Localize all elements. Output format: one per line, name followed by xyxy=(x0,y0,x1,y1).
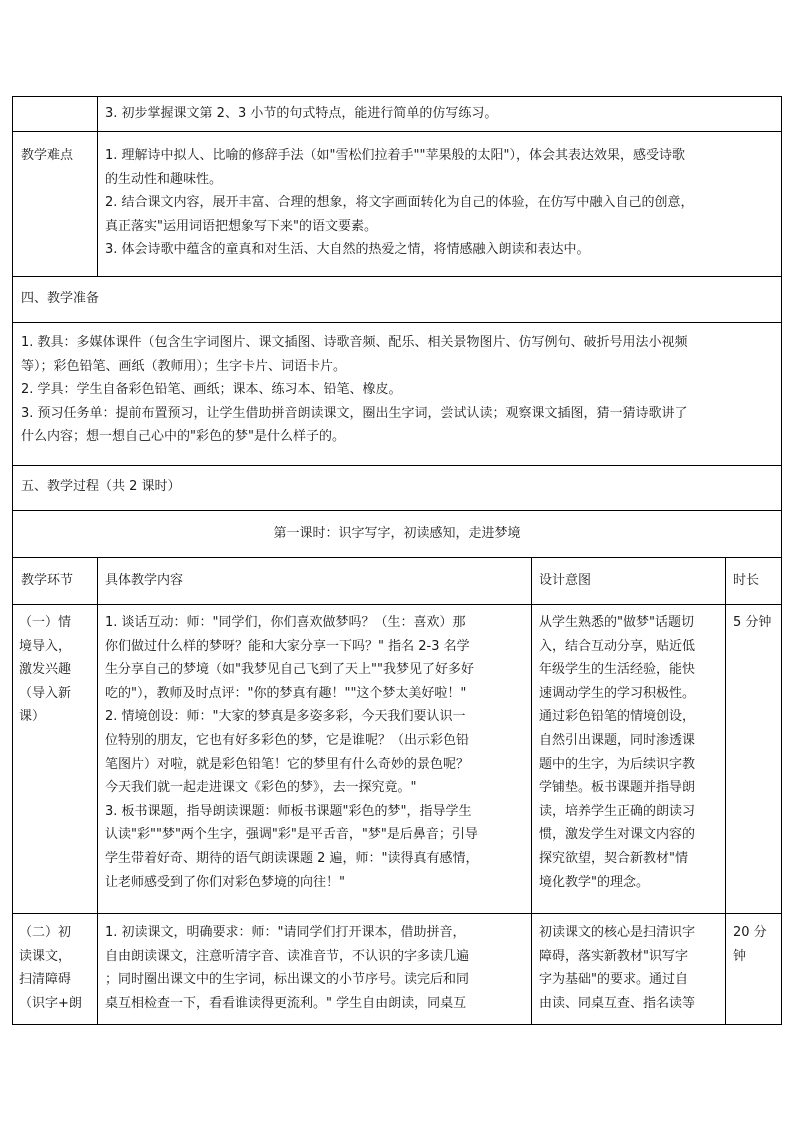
intent-line: 学铺垫。板书课题并指导朗 xyxy=(539,780,696,796)
intent-line: 境化教学"的理念。 xyxy=(539,874,649,890)
content-line: 让老师感受到了你们对彩色梦境的向往！" xyxy=(105,874,345,890)
lesson-title: 第一课时：识字写字，初读感知，走进梦境 xyxy=(273,526,521,541)
header-intent: 设计意图 xyxy=(539,573,592,588)
intent-line: 探究欲望，契合新教材"情 xyxy=(539,850,688,866)
stage-line: 读课文， xyxy=(19,948,72,964)
content-line: 今天我们就一起走进课文《彩色的梦》，去一探究竟。" xyxy=(105,780,417,796)
prep-line: 3. 预习任务单：提前布置预习，让学生借助拼音朗读课文，圈出生字词，尝试认读；观察课文插图，猜一猜诗歌讲了 xyxy=(21,405,688,421)
section-heading: 四、教学准备 xyxy=(21,291,100,306)
intent-line: 惯，激发学生对课文内容的 xyxy=(539,827,696,843)
prep-content-row xyxy=(12,322,782,465)
content-line: 认读"彩""梦"两个生字，强调"彩"是平舌音，"梦"是后鼻音；引导 xyxy=(105,827,478,843)
difficulty-line: 2. 结合课文内容，展开丰富、合理的想象，将文字画面转化为自己的体验，在仿写中融入自己的创意， xyxy=(105,195,694,211)
intent-line: 年级学生的生活经验，能快 xyxy=(539,662,696,678)
content-line: 吃的"），教师及时点评："你的梦真有趣！""这个梦太美好啦！" xyxy=(105,685,467,701)
stage-line: 扫清障碍 xyxy=(19,972,72,988)
intent-line: 从学生熟悉的"做梦"话题切 xyxy=(539,615,694,630)
process-heading-row xyxy=(12,465,782,510)
stage-line: （二）初 xyxy=(19,925,72,940)
intent-line: 初读课文的核心是扫清识字 xyxy=(539,925,696,940)
intent-line: 通过彩色铅笔的情境创设， xyxy=(539,709,696,725)
objective-item-3: 3. 初步掌握课文第 2、3 小节的句式特点，能进行简单的仿写练习。 xyxy=(105,106,498,121)
difficulty-line: 3. 体会诗歌中蕴含的童真和对生活、大自然的热爱之情，将情感融入朗读和表达中。 xyxy=(105,242,590,258)
content-line: 3. 板书课题，指导朗读课题：师板书课题"彩色的梦"，指导学生 xyxy=(105,803,472,819)
prep-line: 什么内容；想一想自己心中的"彩色的梦"是什么样子的。 xyxy=(21,429,345,445)
duration-line: 钟 xyxy=(733,948,747,964)
content-line: 生分享自己的梦境（如"我梦见自己飞到了天上""我梦见了好多好 xyxy=(105,662,474,678)
content-line: 自由朗读课文，注意听清字音、读准音节，不认识的字多读几遍 xyxy=(105,948,470,964)
intent-line: 题中的生字，为后续识字教 xyxy=(539,756,696,772)
section-heading: 五、教学过程（共 2 课时） xyxy=(21,479,181,494)
content-line: ；同时圈出课文中的生字词，标出课文的小节序号。读完后和同 xyxy=(105,972,470,988)
intent-line: 障碍，落实新教材"识写字 xyxy=(539,948,688,964)
stage-line: 课） xyxy=(19,709,46,725)
prep-line: 1. 教具：多媒体课件（包含生字词图片、课文插图、诗歌音频、配乐、相关景物图片、仿写例句、破折号用法小视频 xyxy=(21,335,688,350)
intent-line: 字为基础"的要求。通过自 xyxy=(539,972,688,988)
prep-line: 2. 学具：学生自备彩色铅笔、画纸；课本、练习本、铅笔、橡皮。 xyxy=(21,382,402,398)
content-line: 笔图片）对啦，就是彩色铅笔！它的梦里有什么奇妙的景色呢？ xyxy=(105,756,470,772)
header-content: 具体教学内容 xyxy=(105,573,184,588)
content-line: 1. 初读课文，明确要求：师："请同学们打开课本，借助拼音， xyxy=(105,925,466,940)
table-row xyxy=(12,604,782,913)
intent-line: 读，培养学生正确的朗读习 xyxy=(539,803,696,819)
difficulty-line: 的生动性和趣味性。 xyxy=(105,171,223,187)
stage-line: （一）情 xyxy=(19,615,72,630)
difficulty-row xyxy=(12,131,782,276)
stage-line: 激发兴趣 xyxy=(19,662,72,678)
difficulty-line: 1. 理解诗中拟人、比喻的修辞手法（如"雪松们拉着手""苹果般的太阳"），体会其表达效果，感受诗歌 xyxy=(105,148,685,163)
intent-line: 入，结合互动分享，贴近低 xyxy=(539,638,696,654)
table-row xyxy=(12,913,782,1025)
content-line: 2. 情境创设：师："大家的梦真是多姿多彩，今天我们要认识一 xyxy=(105,709,466,725)
intent-line: 速调动学生的学习积极性。 xyxy=(539,685,696,701)
duration-line: 20 分 xyxy=(733,925,767,940)
stage-line: （导入新 xyxy=(19,685,72,701)
header-duration: 时长 xyxy=(733,573,760,588)
stage-line: （识字+朗 xyxy=(19,995,82,1011)
content-line: 学生带着好奇、期待的语气朗读课题 2 遍，师："读得真有感情， xyxy=(105,850,479,866)
content-line: 你们做过什么样的梦呀？能和大家分享一下吗？" 指名 2-3 名学 xyxy=(105,638,470,654)
content-line: 位特别的朋友，它也有好多彩色的梦，它是谁呢？（出示彩色铅 xyxy=(105,732,470,748)
content-line: 桌互相检查一下，看看谁读得更流利。" 学生自由朗读，同桌互 xyxy=(105,995,467,1011)
difficulty-label: 教学难点 xyxy=(21,148,74,163)
header-stage: 教学环节 xyxy=(21,573,74,588)
prep-line: 等）；彩色铅笔、画纸（教师用）；生字卡片、词语卡片。 xyxy=(21,358,347,374)
objective-row xyxy=(12,96,782,131)
content-line: 1. 谈话互动：师："同学们，你们喜欢做梦吗？（生：喜欢）那 xyxy=(105,615,466,630)
duration-line: 5 分钟 xyxy=(733,615,772,630)
stage-line: 境导入， xyxy=(19,638,72,654)
intent-line: 自然引出课题，同时渗透课 xyxy=(539,732,696,748)
lesson-title-row xyxy=(12,510,782,557)
table-header-row xyxy=(12,557,782,604)
difficulty-line: 真正落实"运用词语把想象写下来"的语文要素。 xyxy=(105,218,377,234)
prep-heading-row xyxy=(12,276,782,322)
intent-line: 由读、同桌互查、指名读等 xyxy=(539,995,696,1011)
